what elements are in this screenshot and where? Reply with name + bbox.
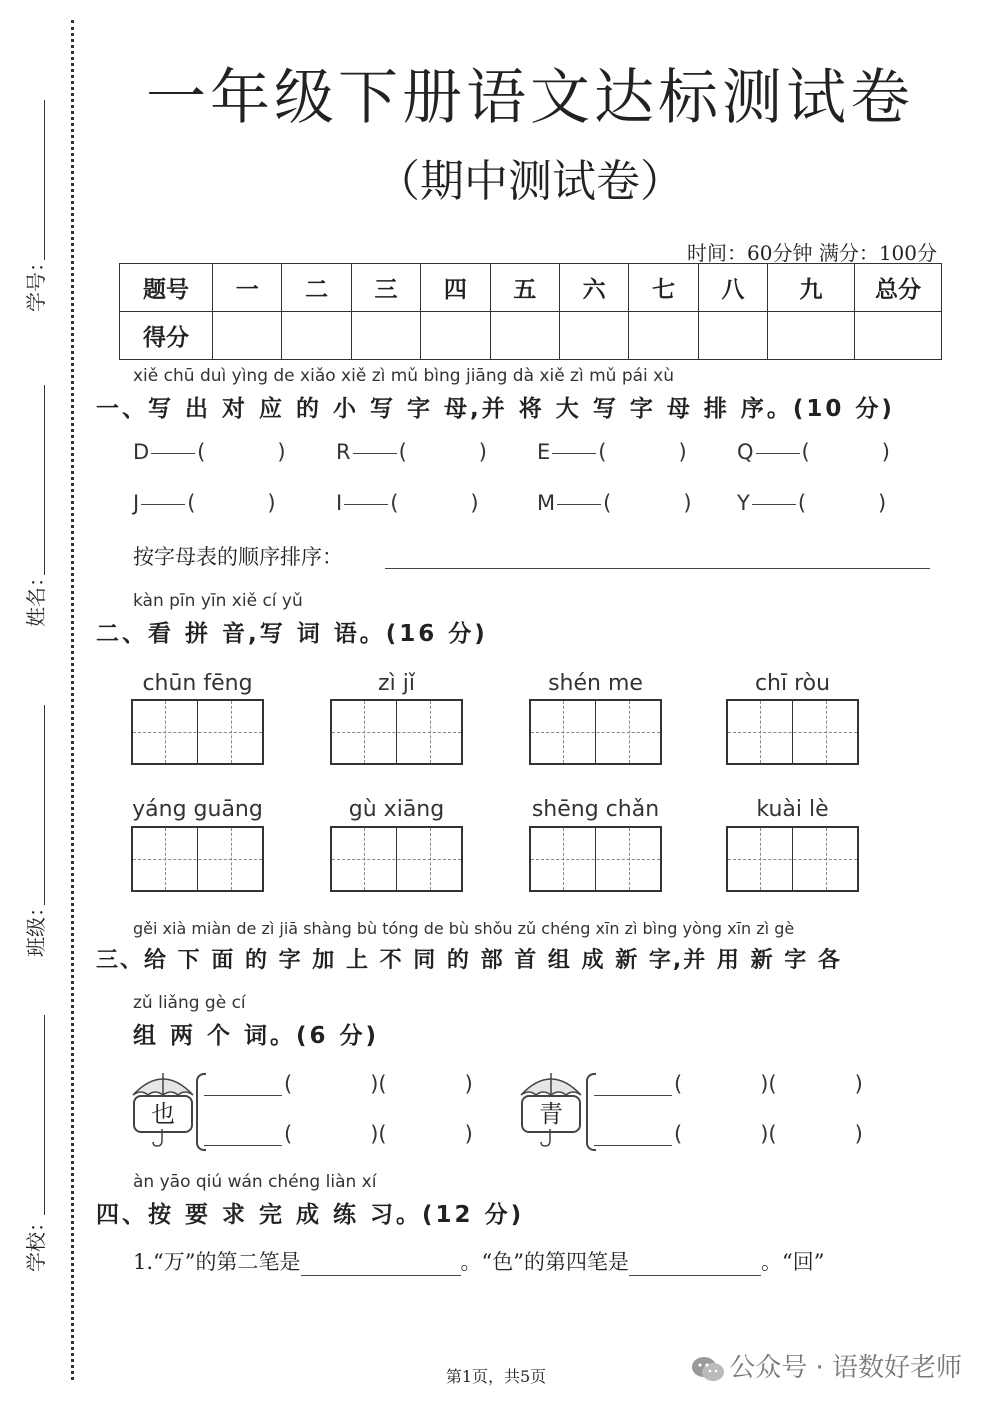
letter-item: J ( )	[133, 491, 276, 515]
word-blank-row[interactable]: ( )( )	[204, 1072, 473, 1096]
score-header-cell: 四	[421, 264, 490, 312]
pinyin-word: kuài lè	[756, 797, 829, 822]
letter-item: D ( )	[133, 440, 286, 464]
class-line	[44, 705, 45, 905]
score-header-cell: 一	[213, 264, 282, 312]
class-label: 班级：	[24, 897, 48, 957]
page-title: 一年级下册语文达标测试卷	[146, 63, 914, 133]
umbrella-handle-icon	[540, 1129, 560, 1149]
section4-pinyin: àn yāo qiú wán chéng liàn xí	[133, 1172, 377, 1192]
score-row-label: 得分	[120, 312, 213, 360]
question-1: 1.“万”的第二笔是 。“色”的第四笔是 。“回”	[133, 1250, 825, 1274]
order-label: 按字母表的顺序排序：	[133, 545, 343, 569]
word-blank-row[interactable]: ( )( )	[594, 1072, 863, 1096]
wechat-icon	[691, 1355, 725, 1383]
section1-pinyin: xiě chū duì yìng de xiǎo xiě zì mǔ bìng jiāng dà xiě zì mǔ pái xù	[133, 366, 675, 386]
score-cell[interactable]	[629, 312, 698, 360]
writing-grid[interactable]	[726, 699, 859, 765]
writing-grid[interactable]	[726, 826, 859, 892]
score-header-cell: 总分	[855, 264, 942, 312]
score-cell[interactable]	[855, 312, 942, 360]
page-footer: 第1页，共5页	[445, 1367, 547, 1386]
umbrella-card	[518, 1069, 588, 1159]
score-value-row	[120, 312, 942, 360]
score-header-cell: 七	[629, 264, 698, 312]
score-cell[interactable]	[559, 312, 628, 360]
writing-grid[interactable]	[330, 826, 463, 892]
score-header-cell: 九	[768, 264, 855, 312]
pinyin-word: shén me	[548, 671, 643, 696]
section2-heading: 二、看 拼 音,写 词 语。(16 分)	[96, 621, 488, 647]
score-cell[interactable]	[282, 312, 351, 360]
writing-grid[interactable]	[131, 699, 264, 765]
section2-pinyin: kàn pīn yīn xiě cí yǔ	[133, 591, 303, 611]
school-label: 学校：	[24, 1212, 48, 1272]
pinyin-word: gù xiāng	[348, 797, 445, 822]
letter-item: E ( )	[537, 440, 687, 464]
score-cell[interactable]	[768, 312, 855, 360]
word-blank-row[interactable]: ( )( )	[594, 1122, 863, 1146]
pinyin-word: chī ròu	[754, 671, 831, 696]
section3-pinyin-1: gěi xià miàn de zì jiā shàng bù tóng de bù shǒu zǔ chéng xīn zì bìng yòng xīn zì gè	[133, 919, 795, 938]
stroke-answer-line[interactable]	[629, 1255, 761, 1276]
score-cell[interactable]	[213, 312, 282, 360]
score-header-cell: 二	[282, 264, 351, 312]
watermark: 公众号 · 语数好老师	[691, 1347, 962, 1384]
writing-grid[interactable]	[330, 699, 463, 765]
stroke-answer-line[interactable]	[301, 1255, 461, 1276]
score-cell[interactable]	[421, 312, 490, 360]
score-header-cell: 六	[559, 264, 628, 312]
writing-grid[interactable]	[529, 826, 662, 892]
student-id-label: 学号：	[24, 252, 48, 312]
score-header-cell: 题号	[120, 264, 213, 312]
order-answer-line[interactable]	[385, 568, 930, 569]
score-header-row	[120, 264, 942, 312]
writing-grid[interactable]	[529, 699, 662, 765]
binding-dotted-line	[71, 20, 74, 1380]
letter-item: R ( )	[336, 440, 487, 464]
score-cell[interactable]	[351, 312, 420, 360]
score-cell[interactable]	[490, 312, 559, 360]
pinyin-word: yáng guāng	[132, 797, 263, 822]
umbrella-character: 也	[133, 1095, 193, 1133]
score-header-cell: 三	[351, 264, 420, 312]
letter-item: M ( )	[537, 491, 692, 515]
name-label: 姓名：	[24, 567, 48, 627]
score-table	[119, 263, 942, 360]
section3-pinyin-2: zǔ liǎng gè cí	[133, 993, 246, 1013]
section3-heading-2: 组 两 个 词。(6 分)	[133, 1023, 380, 1049]
school-line	[44, 1015, 45, 1215]
section1-heading: 一、写 出 对 应 的 小 写 字 母,并 将 大 写 字 母 排 序。(10 分)	[96, 396, 895, 422]
umbrella-card	[130, 1069, 200, 1159]
pinyin-word: chūn fēng	[142, 671, 253, 696]
letter-item: Y ( )	[737, 491, 887, 515]
name-line	[44, 385, 45, 575]
pinyin-word: shēng chǎn	[531, 797, 660, 822]
section3-heading-1: 三、给 下 面 的 字 加 上 不 同 的 部 首 组 成 新 字,并 用 新 字 各	[96, 948, 842, 973]
score-header-cell: 五	[490, 264, 559, 312]
umbrella-character: 青	[521, 1095, 581, 1133]
letter-item: Q ( )	[737, 440, 890, 464]
score-cell[interactable]	[698, 312, 767, 360]
umbrella-handle-icon	[152, 1129, 172, 1149]
letter-item: I ( )	[336, 491, 479, 515]
score-header-cell: 八	[698, 264, 767, 312]
word-blank-row[interactable]: ( )( )	[204, 1122, 473, 1146]
writing-grid[interactable]	[131, 826, 264, 892]
section4-heading: 四、按 要 求 完 成 练 习。(12 分)	[96, 1202, 525, 1228]
pinyin-word: zì jǐ	[378, 671, 415, 696]
time-info: 时间：60分钟 满分：100分	[687, 241, 937, 265]
page-subtitle: （期中测试卷）	[376, 156, 684, 207]
